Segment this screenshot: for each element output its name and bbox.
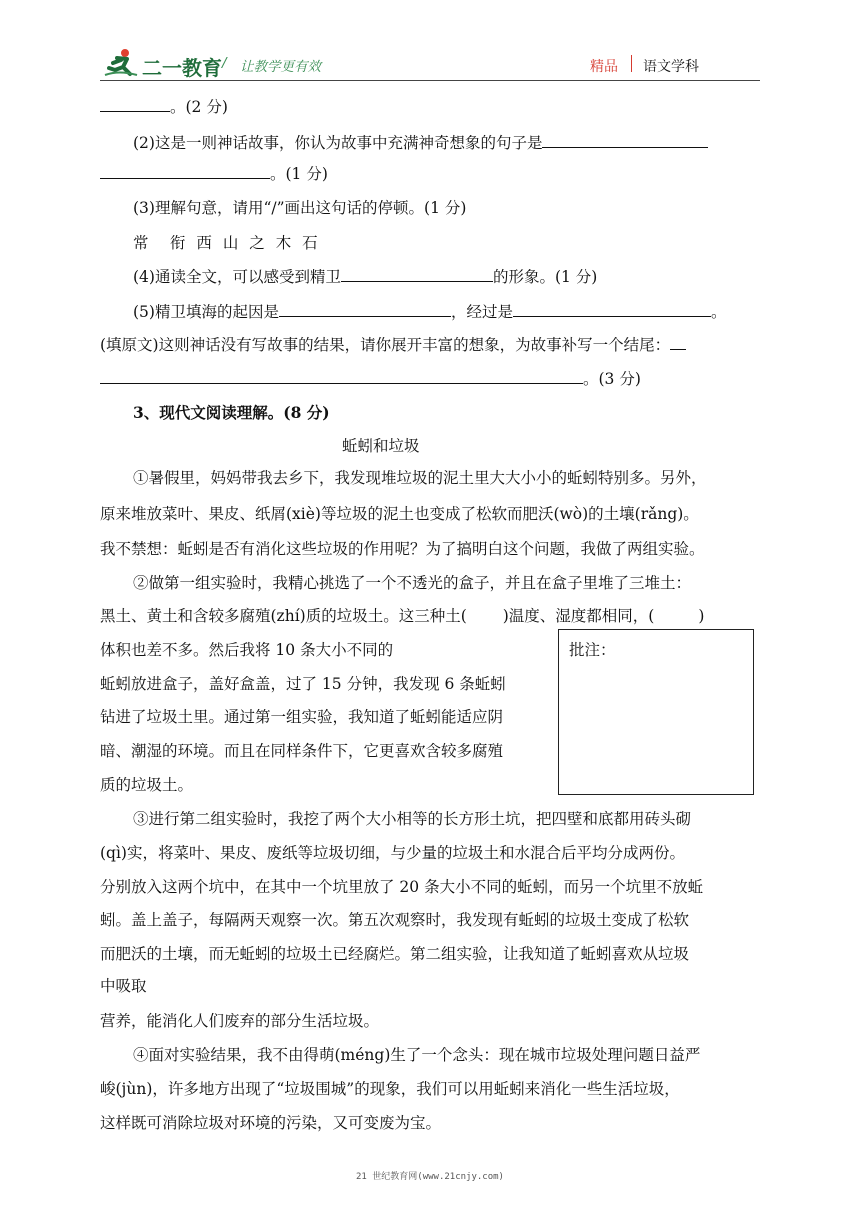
logo-text: 二一教育 [142, 56, 222, 80]
para-2-line-2: 黑土、黄土和含较多腐殖(zhí)质的垃圾土。这三种土( )温度、湿度都相同，( ) [100, 607, 705, 625]
para-3-line-4: 蚓。盖上盖子，每隔两天观察一次。第五次观察时，我发现有蚯蚓的垃圾土变成了松软 [100, 911, 690, 929]
header-rule [100, 80, 760, 81]
para-4-line-3: 这样既可消除垃圾对环境的污染，又可变废为宝。 [100, 1114, 442, 1132]
footer-text: 21 世纪教育网(www.21cnjy.com) [356, 1172, 504, 1182]
header-divider [631, 55, 632, 72]
para-1-line-2: 原来堆放菜叶、果皮、纸屑(xiè)等垃圾的泥土也变成了松软而肥沃(wò)的土壤(rǎng)。 [100, 505, 699, 523]
answer-blank [100, 368, 583, 384]
answer-blank [100, 163, 270, 179]
para-3-line-2: (qì)实，将菜叶、果皮、废纸等垃圾切细，与少量的垃圾土和水混合后平均分成两份。 [100, 844, 685, 862]
para-3-line-5: 而肥沃的土壤，而无蚯蚓的垃圾土已经腐烂。第二组实验，让我知道了蚯蚓喜欢从垃圾 [100, 945, 690, 963]
para-4-line-2: 峻(jùn)，许多地方出现了“垃圾围城”的现象，我们可以用蚯蚓来消化一些生活垃圾， [100, 1080, 680, 1098]
answer-blank [542, 132, 708, 148]
question-2: (2)这是一则神话故事，你认为故事中充满神奇想象的句子是 [133, 132, 708, 153]
answer-blank [100, 96, 170, 112]
para-2-line-4: 蚯蚓放进盒子，盖好盒盖，过了 15 分钟，我发现 6 条蚯蚓 [100, 675, 506, 693]
para-2-line-7: 质的垃圾土。 [100, 776, 194, 794]
para-4-line-1: ④面对实验结果，我不由得萌(méng)生了一个念头：现在城市垃圾处理问题日益严 [133, 1046, 701, 1064]
question-5: (5)精卫填海的起因是 ，经过是 。 [133, 303, 727, 321]
question-5-cont: (填原文)这则神话没有写故事的结果，请你展开丰富的想象，为故事补写一个结尾： [100, 334, 686, 355]
question-3: (3)理解句意，请用“/”画出这句话的停顿。(1 分) [133, 199, 467, 217]
para-2-line-3: 体积也差不多。然后我将 10 条大小不同的 [100, 641, 394, 659]
annotation-box[interactable] [558, 629, 754, 795]
annotation-label: 批注： [569, 641, 616, 659]
slogan: 让教学更有效 [240, 59, 321, 75]
para-3-line-7: 营养，能消化人们废弃的部分生活垃圾。 [100, 1012, 380, 1030]
question-2-cont: 。(1 分) [100, 163, 328, 184]
answer-blank [513, 301, 711, 317]
para-2-line-6: 暗、潮湿的环境。而且在同样条件下，它更喜欢含较多腐殖 [100, 742, 504, 760]
question-3-sentence: 常 衔 西 山 之 木 石 [133, 234, 321, 252]
para-1-line-3: 我不禁想：蚯蚓是否有消化这些垃圾的作用呢？为了搞明白这个问题，我做了两组实验。 [100, 540, 705, 558]
subject-label: 语文学科 [643, 59, 699, 75]
slogan-divider: / [222, 55, 227, 71]
badge-label: 精品 [590, 59, 618, 75]
answer-blank [341, 266, 493, 282]
line-1: 。(2 分) [100, 96, 228, 117]
answer-blank [670, 334, 686, 350]
passage-title: 蚯蚓和垃圾 [342, 437, 420, 455]
para-1-line-1: ①暑假里，妈妈带我去乡下，我发现堆垃圾的泥土里大大小小的蚯蚓特别多。另外， [133, 469, 707, 487]
section-3-heading: 3、现代文阅读理解。(8 分) [133, 403, 330, 422]
question-5-cont2: 。(3 分) [100, 368, 641, 389]
para-3-line-1: ③进行第二组实验时，我挖了两个大小相等的长方形土坑，把四壁和底都用砖头砌 [133, 810, 692, 828]
para-2-line-5: 钻进了垃圾土里。通过第一组实验，我知道了蚯蚓能适应阴 [100, 708, 504, 726]
para-3-line-6: 中吸取 [100, 977, 147, 995]
answer-blank [279, 301, 451, 317]
runner-logo-icon [103, 48, 139, 78]
question-4: (4)通读全文，可以感受到精卫 的形象。(1 分) [133, 268, 598, 286]
para-2-line-1: ②做第一组实验时，我精心挑选了一个不透光的盒子，并且在盒子里堆了三堆土： [133, 574, 692, 592]
para-3-line-3: 分别放入这两个坑中，在其中一个坑里放了 20 条大小不同的蚯蚓，而另一个坑里不放蚯 [100, 878, 704, 896]
